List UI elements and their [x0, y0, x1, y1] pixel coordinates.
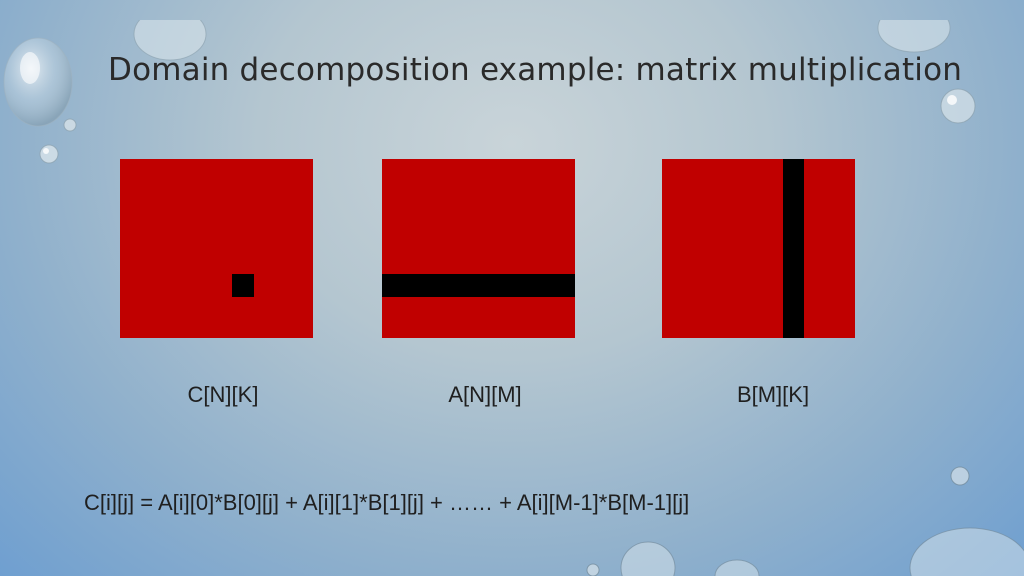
matrix-a-diagram	[382, 159, 575, 338]
matrix-a-highlight-row	[382, 274, 575, 297]
matrix-b-label: B[M][K]	[736, 382, 810, 407]
water-droplet-icon	[62, 117, 78, 133]
water-droplet-icon	[0, 20, 90, 130]
matrix-c-label: C[N][K]	[187, 382, 259, 407]
matrix-c-highlight-element	[232, 274, 254, 297]
water-droplet-icon	[618, 538, 678, 576]
multiplication-formula: C[i][j] = A[i][0]*B[0][j] + A[i][1]*B[1][j] + …… + A[i][M-1]*B[M-1][j]	[84, 490, 690, 515]
water-droplet-icon	[948, 464, 972, 488]
matrix-a-body	[382, 159, 575, 338]
matrix-c-body	[120, 159, 313, 338]
water-droplet-icon	[37, 142, 61, 166]
matrix-a-label: A[N][M]	[448, 382, 522, 407]
matrix-b-diagram	[662, 159, 855, 338]
matrix-c-diagram	[120, 159, 313, 338]
water-droplet-icon	[874, 20, 954, 56]
matrix-b-highlight-column	[783, 159, 804, 338]
water-droplet-icon	[938, 86, 978, 126]
water-droplet-icon	[584, 558, 602, 576]
matrix-b-body	[662, 159, 855, 338]
slide-title: Domain decomposition example: matrix multiplication	[108, 52, 963, 88]
water-droplet-icon	[712, 556, 762, 576]
water-droplet-icon	[900, 508, 1024, 576]
